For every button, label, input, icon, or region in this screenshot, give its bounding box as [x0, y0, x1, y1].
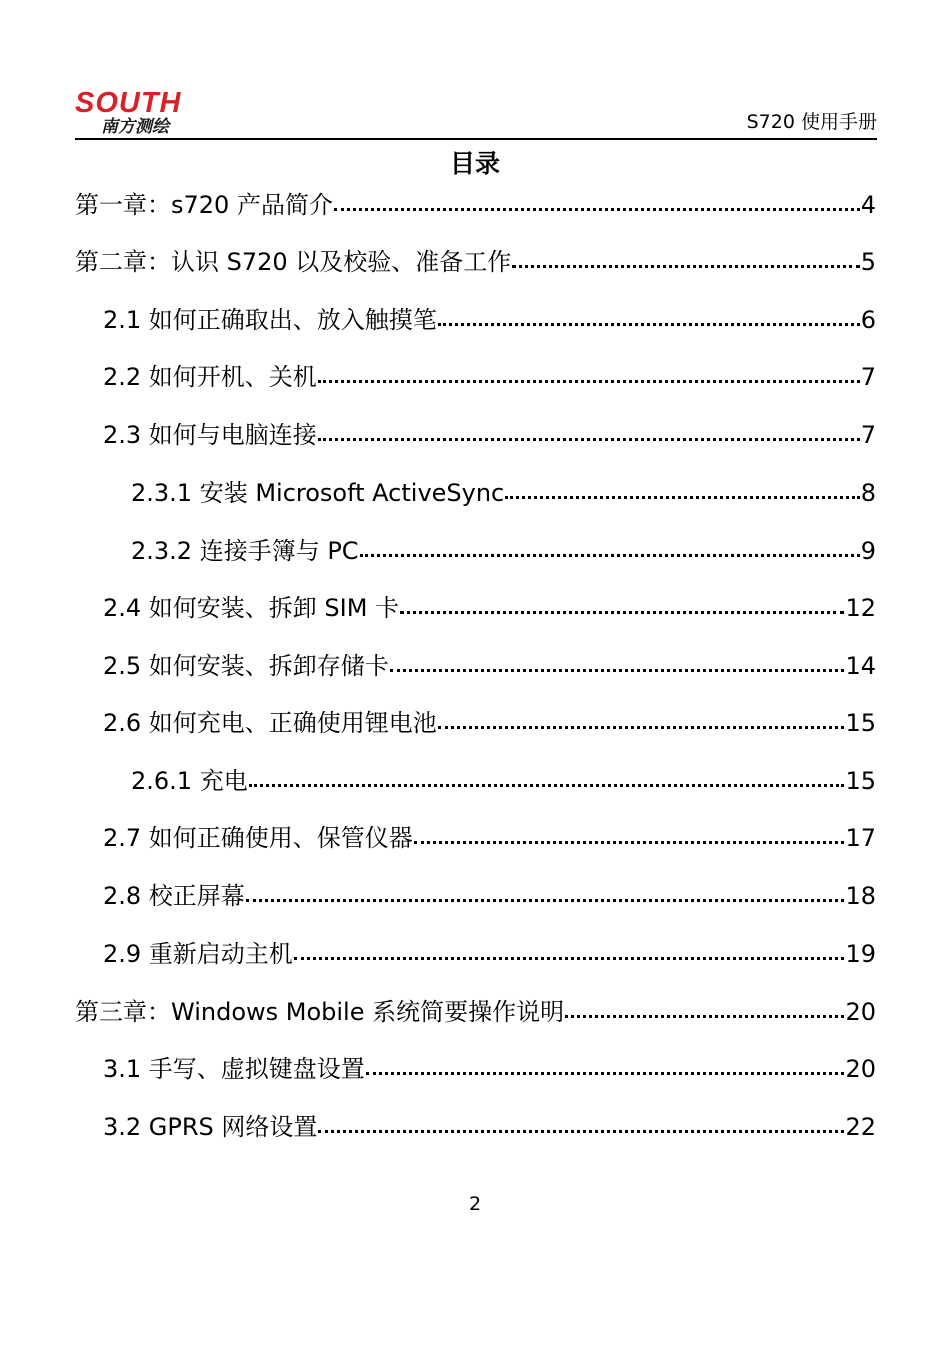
toc-title: 目录	[449, 149, 500, 178]
toc-leader	[512, 261, 859, 268]
toc-entry-text: 3.2 GPRS 网络设置	[103, 1113, 318, 1141]
toc-entry-page: 6	[860, 306, 876, 334]
toc-entry[interactable]	[103, 650, 876, 682]
toc-entry-page: 5	[860, 248, 876, 276]
toc-entry-page: 19	[845, 940, 876, 968]
toc-entry-text: 2.3.2 连接手簿与 PC	[131, 537, 359, 565]
toc-entry-text: 2.9 重新启动主机	[103, 940, 293, 968]
toc-entry[interactable]	[103, 304, 876, 336]
toc-entry-page: 18	[845, 882, 876, 910]
toc-entry[interactable]	[131, 765, 876, 797]
toc-entry-page: 15	[845, 709, 876, 737]
page-number: 2	[468, 1193, 482, 1215]
toc-entry-text: 2.2 如何开机、关机	[103, 363, 317, 391]
toc-entry-text: 2.6 如何充电、正确使用锂电池	[103, 709, 437, 737]
toc-leader	[366, 1068, 845, 1075]
toc-entry-text: 第一章：s720 产品简介	[75, 191, 333, 219]
manual-title: S720 使用手册	[746, 111, 877, 133]
header-divider	[75, 138, 877, 140]
toc-leader	[318, 434, 860, 441]
toc-leader	[318, 1126, 844, 1133]
toc-entry-text: 第二章：认识 S720 以及校验、准备工作	[75, 248, 512, 276]
toc-entry-page: 4	[860, 191, 876, 219]
toc-leader	[318, 376, 860, 383]
toc-entry[interactable]	[103, 880, 876, 912]
toc-leader	[294, 953, 845, 960]
toc-entry-text: 2.3.1 安装 Microsoft ActiveSync	[131, 479, 505, 507]
toc-leader	[505, 492, 859, 499]
toc-leader	[390, 665, 845, 672]
toc-entry[interactable]	[75, 996, 876, 1028]
south-logo	[75, 86, 200, 142]
toc-entry[interactable]	[103, 1111, 876, 1143]
toc-entry-page: 17	[845, 824, 876, 852]
toc-entry-text: 3.1 手写、虚拟键盘设置	[103, 1055, 365, 1083]
toc-entry-page: 22	[845, 1113, 876, 1141]
toc-entry[interactable]	[75, 246, 876, 278]
toc-entry-page: 20	[845, 998, 876, 1026]
toc-entry[interactable]	[103, 419, 876, 451]
toc-entry-text: 2.3 如何与电脑连接	[103, 421, 317, 449]
toc-leader	[400, 607, 844, 614]
toc-entry-page: 12	[845, 594, 876, 622]
toc-entry-text: 2.6.1 充电	[131, 767, 248, 795]
toc-entry[interactable]	[103, 592, 876, 624]
logo-text: SOUTH	[75, 87, 182, 119]
toc-leader	[438, 722, 845, 729]
toc-entry[interactable]	[131, 477, 876, 509]
toc-entry[interactable]	[75, 189, 876, 221]
toc-entry-text: 2.7 如何正确使用、保管仪器	[103, 824, 413, 852]
toc-leader	[249, 780, 845, 787]
toc-entry-page: 7	[860, 421, 876, 449]
toc-entry-page: 20	[845, 1055, 876, 1083]
toc-entry-page: 14	[845, 652, 876, 680]
toc-leader	[246, 895, 845, 902]
toc-entry[interactable]	[103, 822, 876, 854]
toc-entry[interactable]	[103, 361, 876, 393]
toc-entry-text: 2.1 如何正确取出、放入触摸笔	[103, 306, 437, 334]
toc-entry-text: 第三章：Windows Mobile 系统简要操作说明	[75, 998, 565, 1026]
toc-entry-page: 7	[860, 363, 876, 391]
toc-entry-text: 2.5 如何安装、拆卸存储卡	[103, 652, 389, 680]
toc-entry-text: 2.4 如何安装、拆卸 SIM 卡	[103, 594, 400, 622]
toc-entry[interactable]	[103, 938, 876, 970]
toc-entry[interactable]	[131, 535, 876, 567]
toc-entry-page: 9	[860, 537, 876, 565]
toc-leader	[438, 319, 860, 326]
toc-entry-text: 2.8 校正屏幕	[103, 882, 245, 910]
page-header	[75, 86, 877, 140]
toc-leader	[360, 550, 860, 557]
logo-subtext: 南方测绘	[101, 117, 169, 137]
toc-entry[interactable]	[103, 1053, 876, 1085]
toc-entry-page: 8	[860, 479, 876, 507]
toc-leader	[414, 837, 845, 844]
toc-entry[interactable]	[103, 707, 876, 739]
toc-entry-page: 15	[845, 767, 876, 795]
toc-leader	[334, 204, 860, 211]
toc-leader	[565, 1011, 844, 1018]
